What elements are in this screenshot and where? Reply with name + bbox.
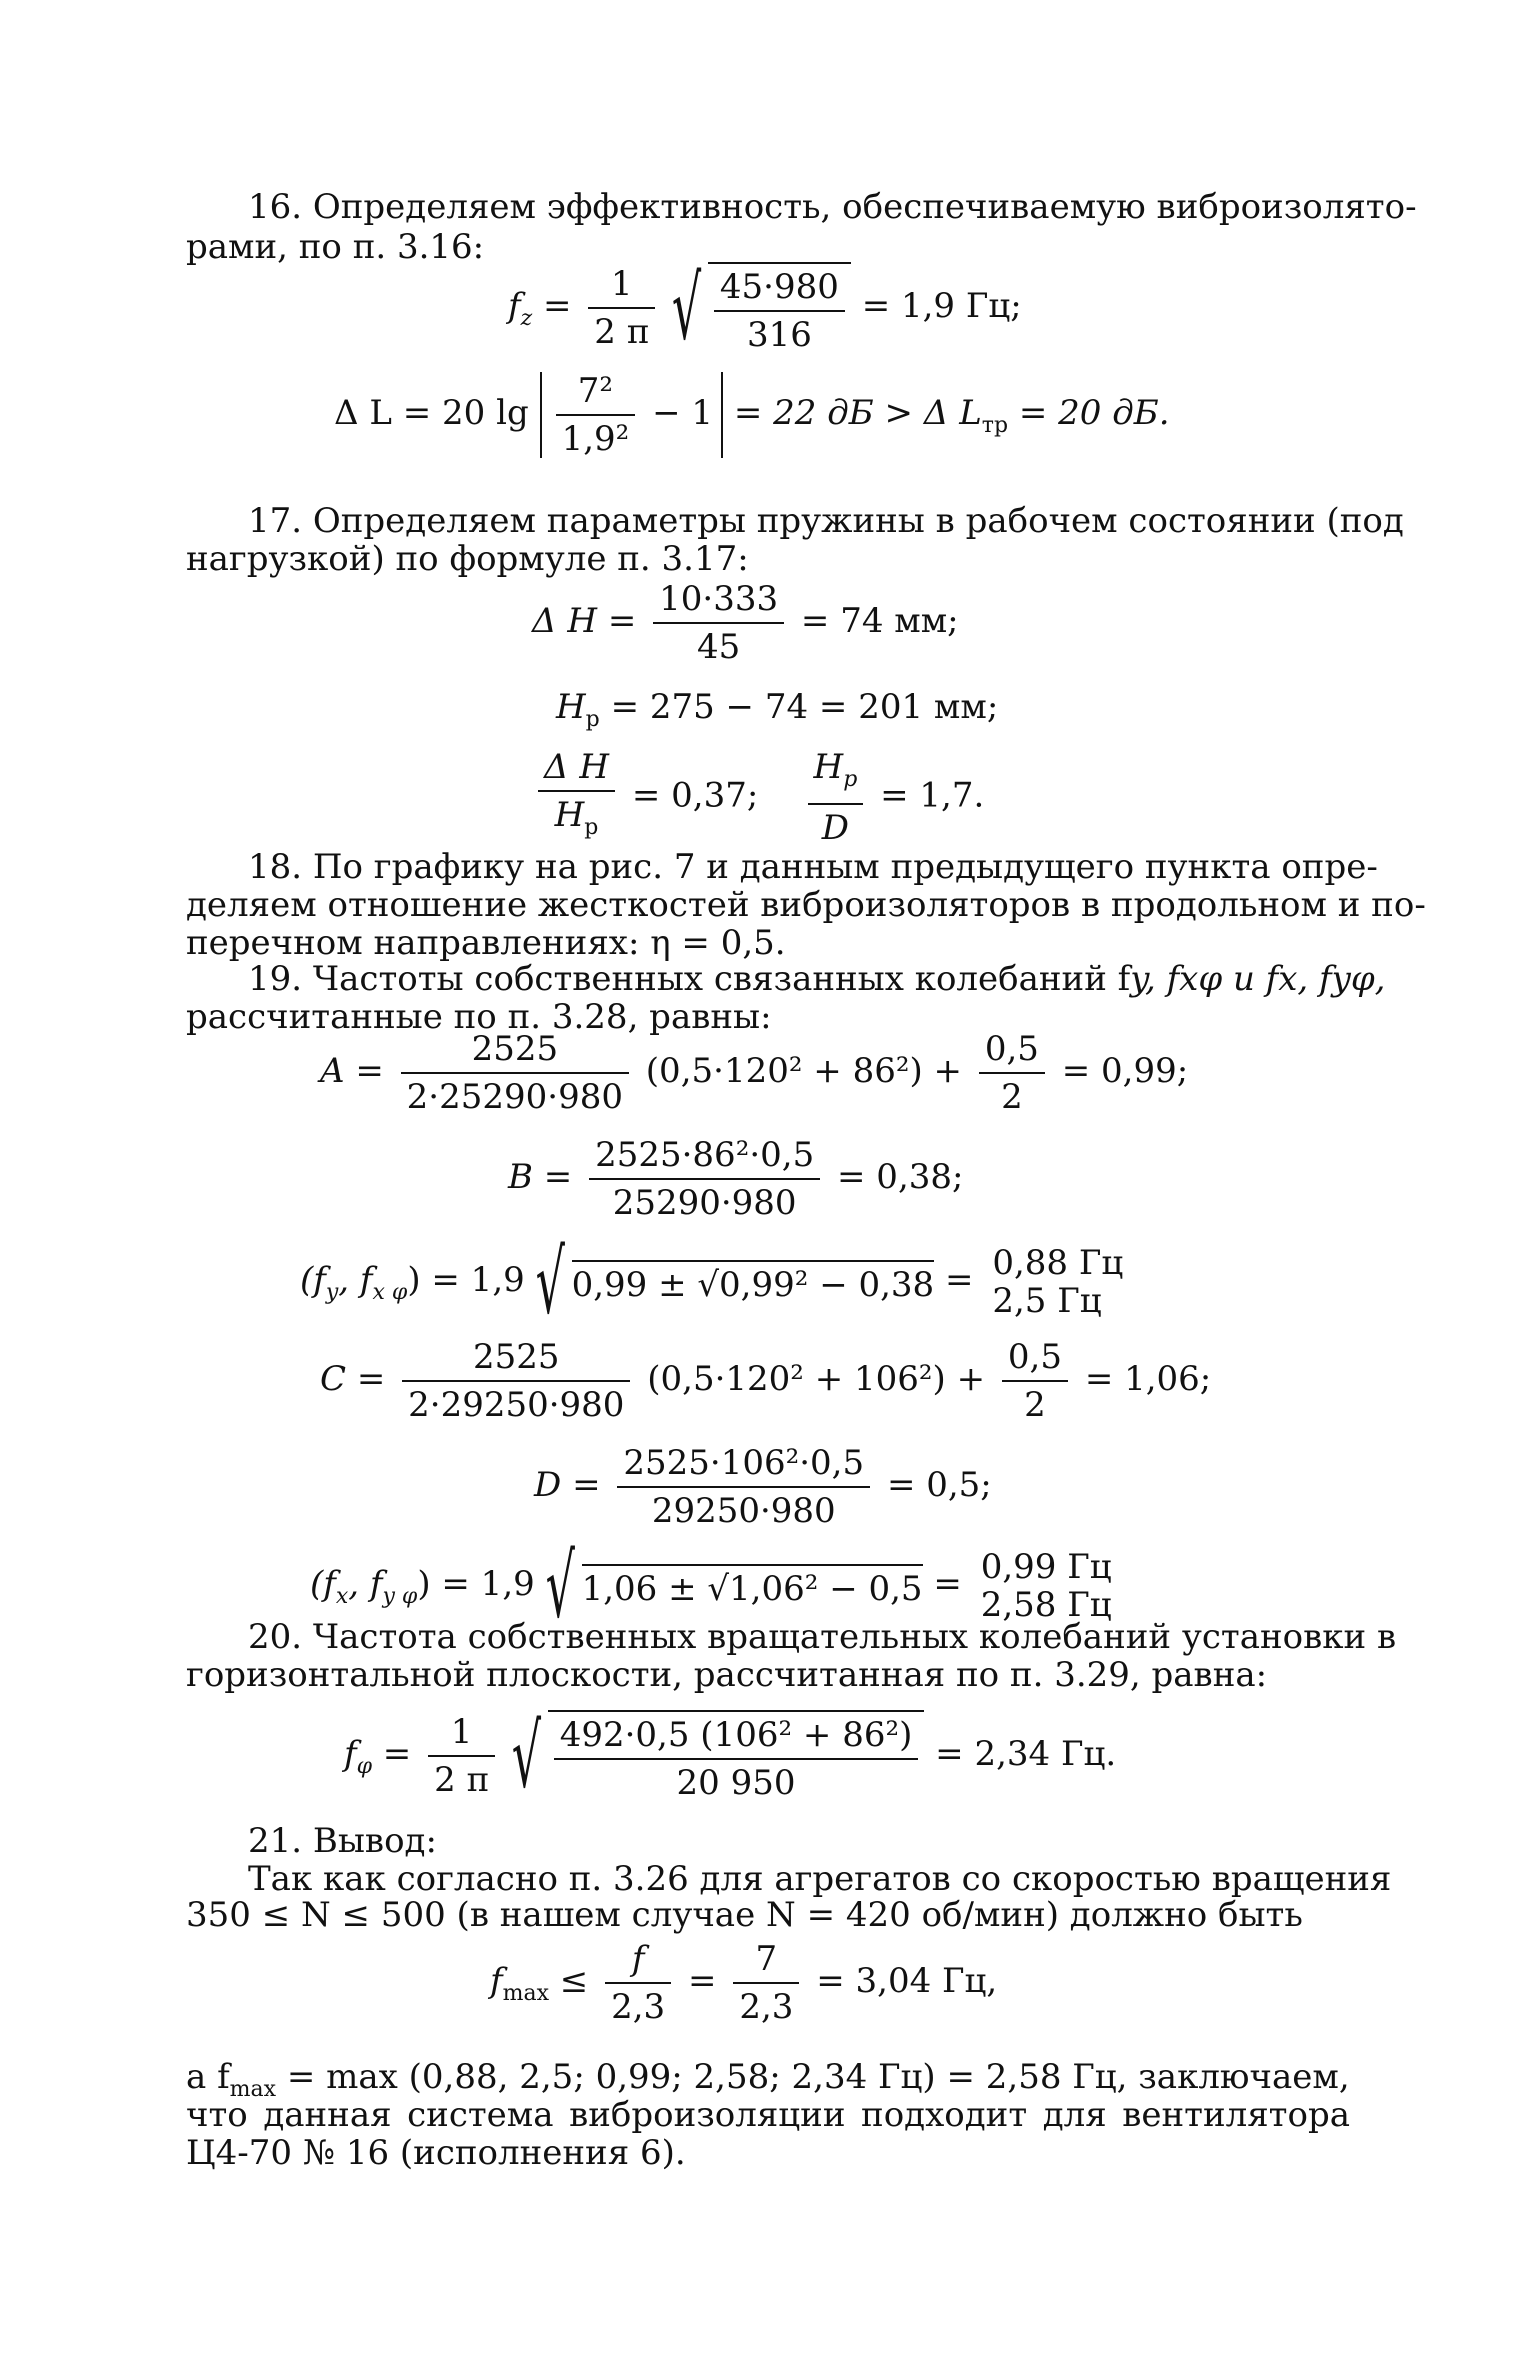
p21-title: 21. Вывод:: [248, 1821, 437, 1861]
eq-fphi: $f_\varphi$ = $\frac{1}{2 \pi}$ √ $\frac{\text{492·0,5 (106² + 86²)}}{20 950}$ = 2,34 Гц.: [344, 1710, 1116, 1802]
eq-B: B = $\frac{\text{2525·86²·0,5}}{25290\cdot 980}$ = 0,38;: [508, 1135, 964, 1223]
p19-line2: рассчитанные по п. 3.28, равны:: [186, 997, 772, 1037]
eq-C: C = $\frac{2525}{2\cdot 29250\cdot 980}$ (0,5·120² + 106²) + $\frac{0,5}{2}$ = 1,06;: [320, 1337, 1212, 1425]
p20-line2: горизонтальной плоскости, рассчитанная по п. 3.29, равна:: [186, 1655, 1268, 1695]
eq-fmax: $f_{max}$ ≤ $\frac{f}{2,3}$ = $\frac{7}{2,3}$ = 3,04 Гц,: [490, 1939, 998, 2027]
p21-line4: что данная система виброизоляции подходит для вентилятора: [186, 2095, 1350, 2135]
p20-line1: 20. Частота собственных вращательных колебаний установки в: [248, 1617, 1397, 1657]
p17-line1: 17. Определяем параметры пружины в рабочем состоянии (под: [248, 501, 1404, 541]
eq-delta-L: Δ L = 20 lg $\frac{\text{7²}}{\text{1,9²}}$ − 1 = 22 дБ > Δ $L_{тр} = 20$ дБ.: [334, 371, 1170, 459]
eq-fz: $f_z$ = $\frac{1}{2 \pi}$ √ $\frac{45\cdot 980}{316}$ = 1,9 Гц;: [508, 262, 1022, 354]
p19-line1: 19. Частоты собственных связанных колебаний fy, fxφ и fx, fyφ,: [248, 959, 1386, 999]
p18-line3: перечном направлениях: η = 0,5.: [186, 923, 786, 963]
eq-ratios: $\frac{\text{Δ H}}{H_р}$ = 0,37; $\frac{H_p}{D}$ = 1,7.: [532, 748, 984, 847]
p18-line1: 18. По графику на рис. 7 и данным предыдущего пункта опре-: [248, 847, 1378, 887]
p21-line2: 350 ≤ N ≤ 500 (в нашем случае N = 420 об/мин) должно быть: [186, 1895, 1303, 1935]
p17-line2: нагрузкой) по формуле п. 3.17:: [186, 539, 749, 579]
eq-delta-H: Δ H = $\frac{10\cdot 333}{45}$ = 74 мм;: [532, 579, 959, 667]
eq-D: D = $\frac{\text{2525·106²·0,5}}{29250\cdot 980}$ = 0,5;: [534, 1443, 992, 1531]
eq-Hp: $H_р = 275 - 74 = 201$ мм;: [556, 687, 999, 732]
p16-line1: 16. Определяем эффективность, обеспечиваемую виброизолято-: [248, 187, 1417, 227]
eq-fx-fyphi: ($f_x$, $f_{y \varphi}) = 1,9$ √ 1,06 ± √1,06² − 0,5 = 0,99 Гц 2,58 Гц: [310, 1548, 1112, 1624]
p21-line3: а $f_{max} = \max (0,88$, 2,5; 0,99; 2,58; 2,34 Гц) = 2,58 Гц, заключаем,: [186, 2057, 1350, 2102]
p16-line2: рами, по п. 3.16:: [186, 227, 485, 267]
eq-fy-fxphi: ($f_y$, $f_{x \varphi}) = 1,9$ √ 0,99 ± √0,99² − 0,38 = 0,88 Гц 2,5 Гц: [300, 1244, 1123, 1320]
eq-A: A = $\frac{2525}{2\cdot 25290\cdot 980}$ (0,5·120² + 86²) + $\frac{0,5}{2}$ = 0,99;: [320, 1029, 1189, 1117]
p21-line1: Так как согласно п. 3.26 для агрегатов со скоростью вращения: [248, 1859, 1392, 1899]
p18-line2: деляем отношение жесткостей виброизоляторов в продольном и по-: [186, 885, 1426, 925]
p21-line5: Ц4-70 № 16 (исполнения 6).: [186, 2133, 686, 2173]
